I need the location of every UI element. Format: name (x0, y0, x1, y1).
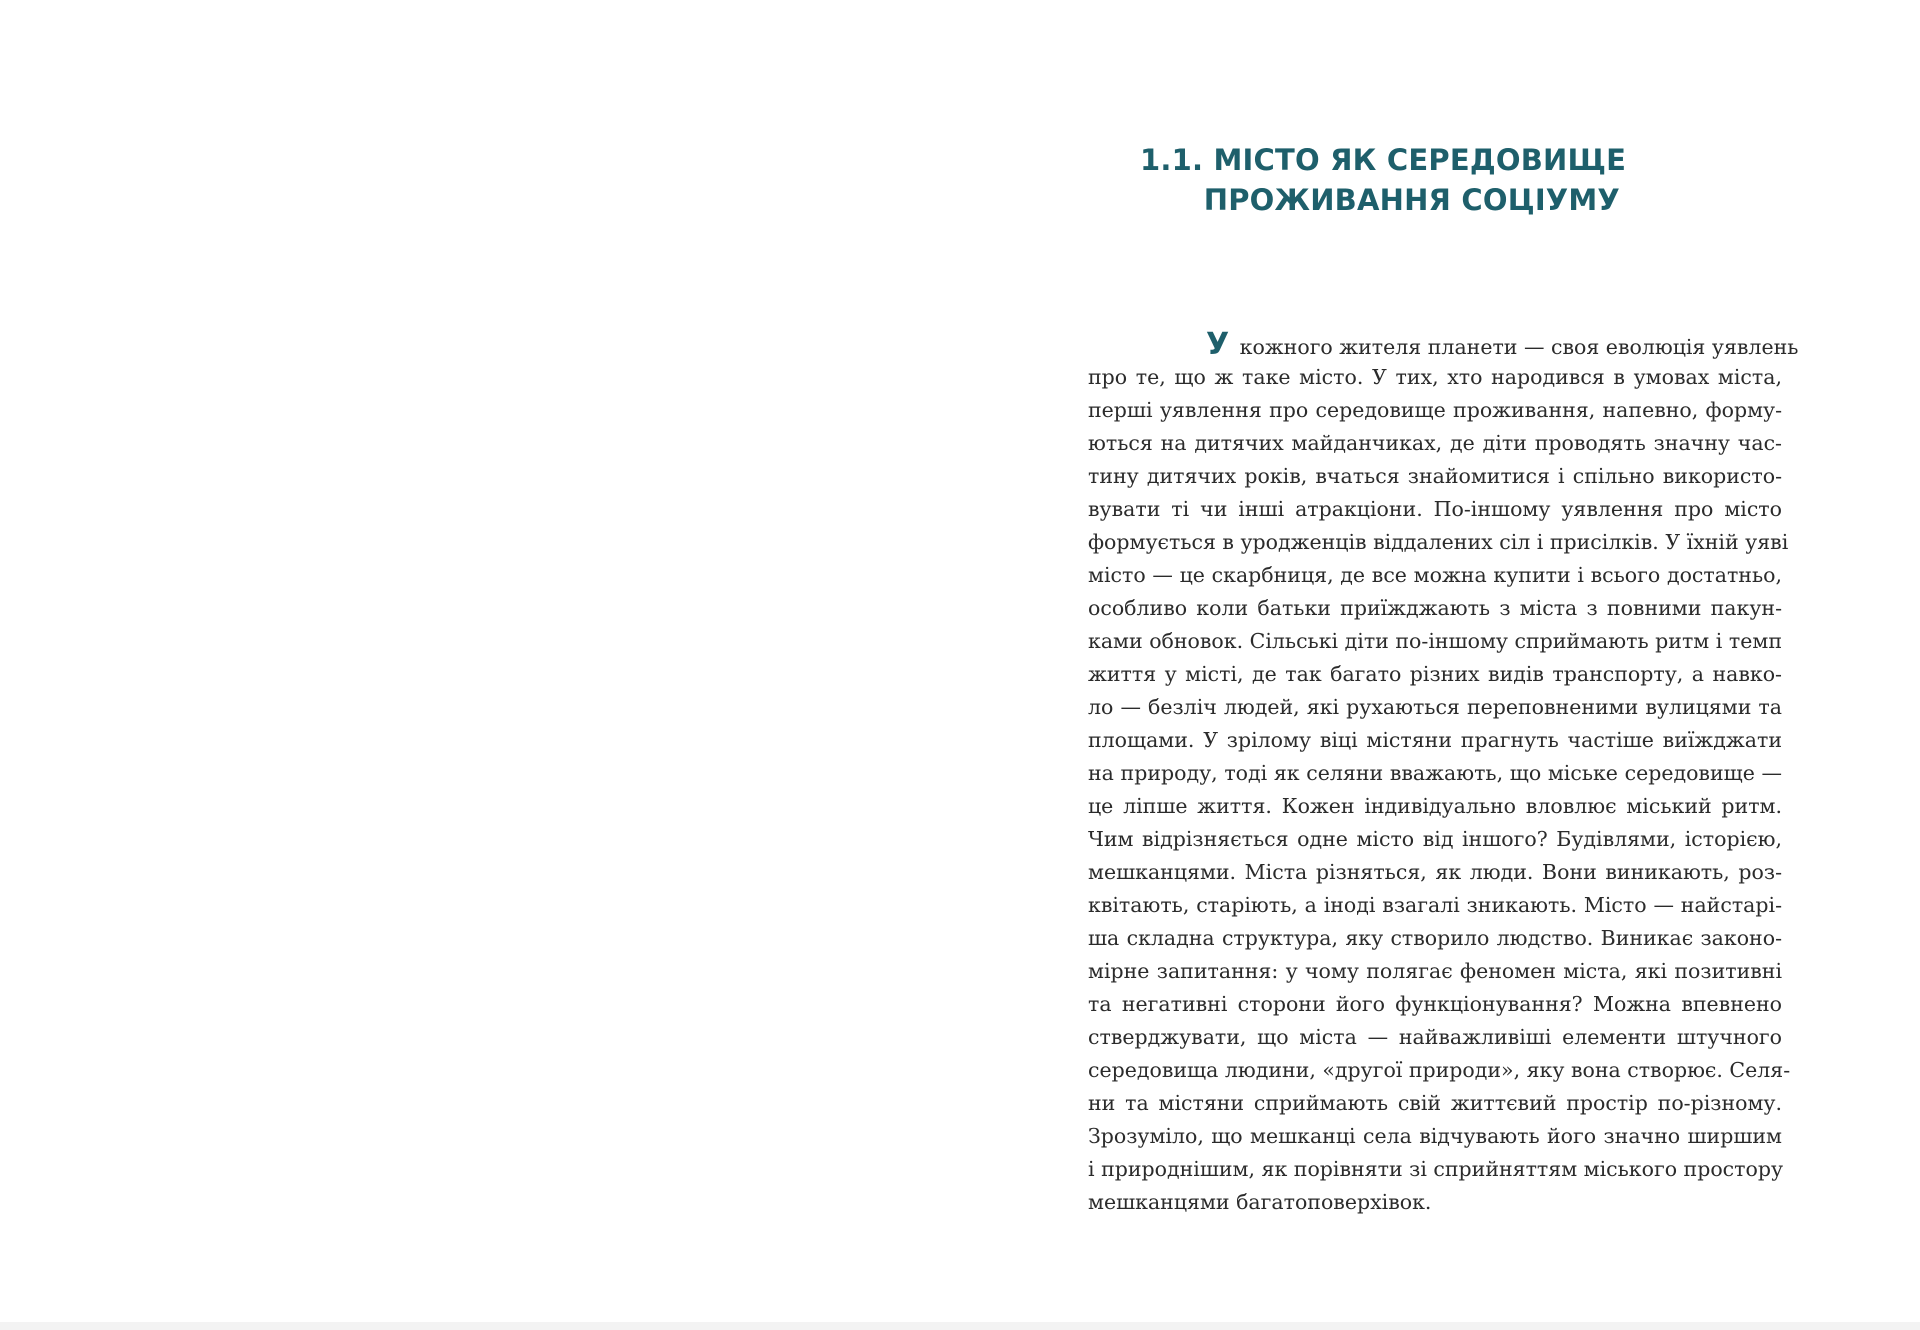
section-heading-line-2: ПРОЖИВАННЯ СОЦІУМУ (1203, 183, 1620, 217)
first-line-text: кожного жителя планети — своя еволюція уявлень (1239, 335, 1799, 359)
paragraph-line: вувати ті чи інші атракціони. По-іншому уявлення про місто (1088, 497, 1782, 521)
paragraph-line: життя у місті, де так багато різних видів транспорту, а навко- (1088, 662, 1782, 686)
page-bottom-edge (0, 1322, 1920, 1330)
paragraph-line: Зрозуміло, що мешканці села відчувають його значно ширшим (1088, 1124, 1782, 1148)
drop-cap: У (1206, 327, 1230, 362)
paragraph-line: і природнішим, як порівняти зі сприйняттям міського простору (1088, 1157, 1784, 1181)
paragraph-line: формується в уродженців віддалених сіл і присілків. У їхній уяві (1088, 530, 1789, 554)
paragraph-line: Чим відрізняється одне місто від іншого? Будівлями, історією, (1088, 827, 1782, 851)
paragraph-line: тину дитячих років, вчаться знайомитися і спільно використо- (1088, 464, 1782, 488)
paragraph-line: місто — це скарбниця, де все можна купити і всього достатньо, (1088, 563, 1782, 587)
paragraph-line: ками обновок. Сільські діти по-іншому сприймають ритм і темп (1088, 629, 1782, 653)
paragraph-line: ються на дитячих майданчиках, де діти проводять значну час- (1088, 431, 1782, 455)
paragraph-line: перші уявлення про середовище проживання, напевно, форму- (1088, 398, 1782, 422)
paragraph-line: на природу, тоді як селяни вважають, що міське середовище — (1088, 761, 1782, 785)
paragraph-line: особливо коли батьки приїжджають з міста з повними пакун- (1088, 596, 1782, 620)
paragraph-line: ша складна структура, яку створило людство. Виникає законо- (1088, 926, 1782, 950)
paragraph-line: стверджувати, що міста — найважливіші елементи штучного (1088, 1025, 1782, 1049)
paragraph-line: мірне запитання: у чому полягає феномен міста, які позитивні (1088, 959, 1782, 983)
paragraph-line: мешканцями. Міста різняться, як люди. Вони виникають, роз- (1088, 860, 1782, 884)
paragraph-line: площами. У зрілому віці містяни прагнуть частіше виїжджати (1088, 728, 1782, 752)
paragraph-first-line (1088, 327, 1799, 362)
paragraph-line: середовища людини, «другої природи», яку вона створює. Селя- (1088, 1058, 1791, 1082)
paragraph-last-line: мешканцями багатоповерхівок. (1088, 1190, 1432, 1214)
section-heading (1140, 140, 1627, 220)
paragraph-line: ни та містяни сприймають свій життєвий простір по-різному. (1088, 1091, 1782, 1115)
paragraph-line: це ліпше життя. Кожен індивідуально вловлює міський ритм. (1088, 794, 1782, 818)
paragraph-line: та негативні сторони його функціонування? Можна впевнено (1088, 992, 1782, 1016)
paragraph-line: ло — безліч людей, які рухаються переповненими вулицями та (1088, 695, 1782, 719)
paragraph-line: квітають, старіють, а іноді взагалі зникають. Місто — найстарі- (1088, 893, 1782, 917)
section-heading-line-1: 1.1. МІСТО ЯК СЕРЕДОВИЩЕ (1140, 143, 1627, 177)
paragraph-line: про те, що ж таке місто. У тих, хто народився в умовах міста, (1088, 365, 1782, 389)
body-paragraph (1088, 327, 1799, 1219)
